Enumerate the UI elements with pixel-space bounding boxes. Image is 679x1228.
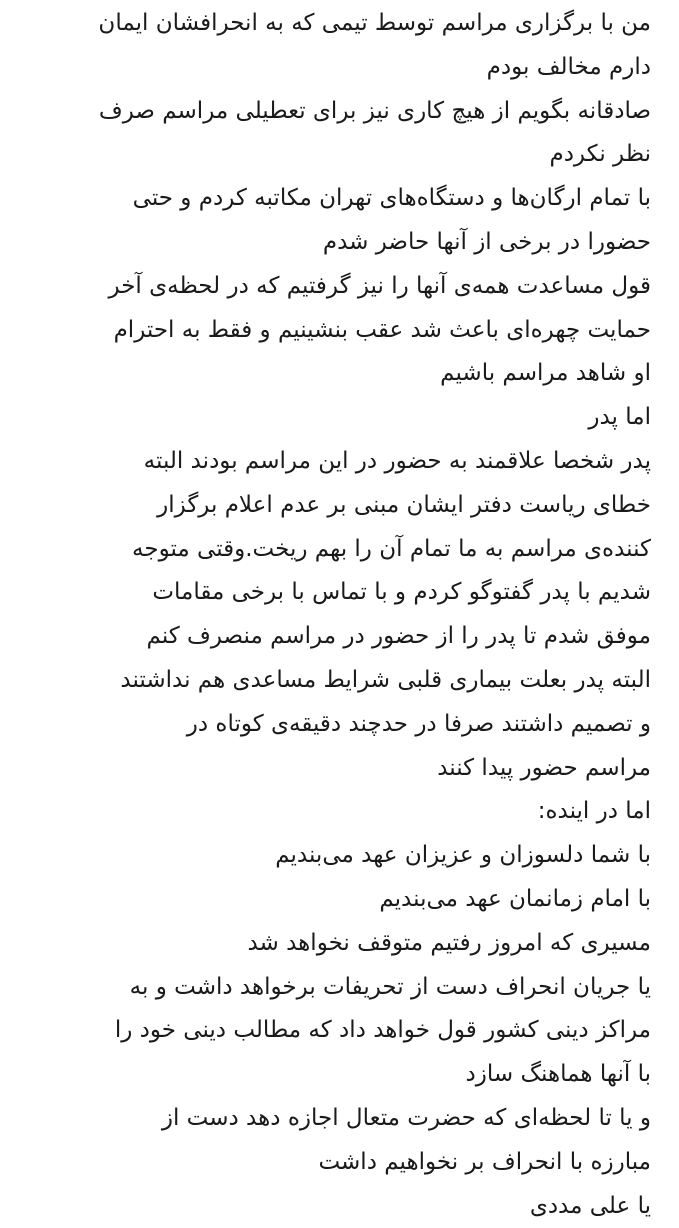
text-line: خطای ریاست دفتر ایشان مبنی بر عدم اعلام برگزار bbox=[157, 491, 651, 518]
text-line: با امام زمانمان عهد می‌بندیم bbox=[379, 885, 651, 912]
text-line: شدیم با پدر گفتوگو کردم و با تماس با برخی مقامات bbox=[152, 579, 651, 606]
text-line: مراکز دینی کشور قول خواهد داد که مطالب دینی خود را bbox=[114, 1017, 651, 1044]
text-line: حمایت چهره‌ای باعث شد عقب بنشینیم و فقط به احترام bbox=[113, 316, 651, 343]
text-line: موفق شدم تا پدر را از حضور در مراسم منصرف کنم bbox=[146, 623, 651, 650]
text-line: حضورا در برخی از آنها حاضر شدم bbox=[322, 228, 651, 255]
text-line: با تمام ارگان‌ها و دستگاه‌های تهران مکاتبه کردم و حتی bbox=[132, 185, 651, 212]
text-line: و تصمیم داشتند صرفا در حدچند دقیقه‌ی کوتاه در bbox=[186, 710, 651, 737]
text-line: کننده‌ی مراسم به ما تمام آن را بهم ریخت.وقتی متوجه bbox=[132, 535, 651, 562]
text-line: اما پدر bbox=[588, 404, 651, 431]
text-line: مراسم حضور پیدا کنند bbox=[437, 754, 651, 781]
text-line: مبارزه با انحراف بر نخواهیم داشت bbox=[318, 1148, 651, 1175]
text-line: یا جریان انحراف دست از تحریفات برخواهد داشت و به bbox=[129, 973, 651, 1000]
text-line: یا علی مددی bbox=[529, 1192, 651, 1219]
text-line: با شما دلسوزان و عزیزان عهد می‌بندیم bbox=[275, 842, 651, 869]
text-line: او شاهد مراسم باشیم bbox=[440, 360, 651, 387]
text-line: قول مساعدت همه‌ی آنها را نیز گرفتیم که در لحظه‌ی آخر bbox=[108, 272, 651, 299]
text-line: البته پدر بعلت بیماری قلبی شرایط مساعدی هم نداشتند bbox=[120, 666, 651, 693]
text-line: صادقانه بگویم از هیچ کاری نیز برای تعطیلی مراسم صرف bbox=[98, 97, 651, 124]
text-line: مسیری که امروز رفتیم متوقف نخواهد شد bbox=[247, 929, 651, 956]
text-line: پدر شخصا علاقمند به حضور در این مراسم بودند البته bbox=[143, 447, 651, 474]
text-line: و یا تا لحظه‌ای که حضرت متعال اجازه دهد دست از bbox=[161, 1104, 651, 1131]
text-line: نظر نکردم bbox=[549, 141, 651, 168]
text-line: دارم مخالف بودم bbox=[486, 53, 651, 80]
text-line: با آنها هماهنگ سازد bbox=[465, 1061, 651, 1088]
text-line: من با برگزاری مراسم توسط تیمی که به انحرافشان ایمان bbox=[98, 10, 651, 36]
text-line: اما در اینده: bbox=[537, 798, 651, 825]
